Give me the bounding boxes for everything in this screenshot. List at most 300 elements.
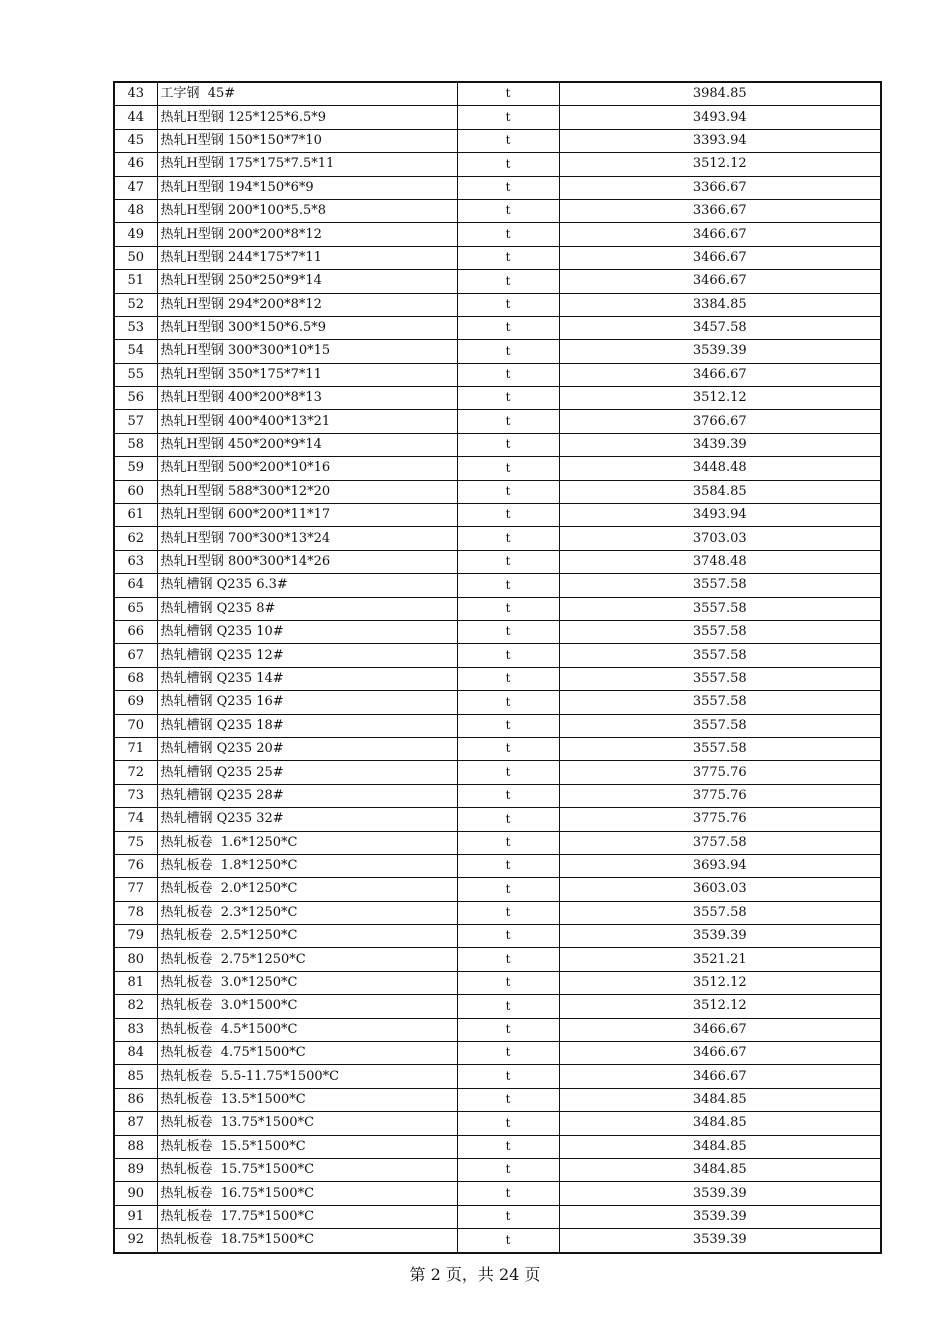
item-name: 热轧板卷 4.5*1500*C [157,1018,457,1041]
unit-cell [457,995,559,1018]
row-number: 77 [114,878,157,901]
row-number: 61 [114,504,157,527]
price-cell: 3775.76 [559,761,881,784]
unit-text: t [505,1232,511,1247]
unit-text: t [505,203,511,218]
row-number: 85 [114,1065,157,1088]
table-row [114,878,881,901]
unit-cell [457,1182,559,1205]
price-cell: 3484.85 [559,1112,881,1135]
row-number: 64 [114,574,157,597]
unit-cell [457,129,559,152]
table-row [114,1205,881,1228]
table-row [114,504,881,527]
item-name: 热轧槽钢 Q235 10# [157,620,457,643]
table-row [114,106,881,129]
row-number: 53 [114,316,157,339]
row-number: 92 [114,1229,157,1253]
unit-text: t [505,1185,511,1200]
item-name: 热轧H型钢 150*150*7*10 [157,129,457,152]
item-name: 热轧板卷 1.6*1250*C [157,831,457,854]
row-number: 46 [114,153,157,176]
item-name: 工字钢 45# [157,82,457,106]
item-name: 热轧H型钢 600*200*11*17 [157,504,457,527]
row-number: 52 [114,293,157,316]
price-table [113,81,882,1254]
price-cell: 3984.85 [559,82,881,106]
price-cell: 3457.58 [559,316,881,339]
table-row [114,550,881,573]
row-number: 72 [114,761,157,784]
price-cell: 3393.94 [559,129,881,152]
table-row [114,574,881,597]
unit-text: t [505,811,511,826]
row-number: 58 [114,433,157,456]
row-number: 44 [114,106,157,129]
unit-text: t [505,273,511,288]
table-row [114,808,881,831]
row-number: 90 [114,1182,157,1205]
unit-text: t [505,600,511,615]
price-cell: 3466.67 [559,1018,881,1041]
item-name: 热轧H型钢 400*400*13*21 [157,410,457,433]
row-number: 56 [114,387,157,410]
unit-cell [457,387,559,410]
row-number: 43 [114,82,157,106]
row-number: 57 [114,410,157,433]
price-cell: 3775.76 [559,808,881,831]
item-name: 热轧板卷 3.0*1500*C [157,995,457,1018]
table-row [114,737,881,760]
table-row [114,223,881,246]
unit-cell [457,457,559,480]
unit-text: t [505,905,511,920]
price-cell: 3539.39 [559,340,881,363]
unit-text: t [505,179,511,194]
item-name: 热轧板卷 3.0*1250*C [157,971,457,994]
unit-text: t [505,343,511,358]
row-number: 82 [114,995,157,1018]
table-row [114,1112,881,1135]
unit-text: t [505,624,511,639]
row-number: 55 [114,363,157,386]
table-row [114,714,881,737]
item-name: 热轧H型钢 800*300*14*26 [157,550,457,573]
item-name: 热轧H型钢 400*200*8*13 [157,387,457,410]
item-name: 热轧H型钢 194*150*6*9 [157,176,457,199]
table-row [114,363,881,386]
item-name: 热轧H型钢 588*300*12*20 [157,480,457,503]
price-cell: 3557.58 [559,574,881,597]
unit-text: t [505,86,511,101]
item-name: 热轧板卷 15.5*1500*C [157,1135,457,1158]
row-number: 65 [114,597,157,620]
price-cell: 3493.94 [559,106,881,129]
table-row [114,176,881,199]
table-row [114,1229,881,1253]
price-cell: 3466.67 [559,1042,881,1065]
item-name: 热轧槽钢 Q235 14# [157,667,457,690]
table-row [114,1088,881,1111]
price-cell: 3557.58 [559,901,881,924]
table-row [114,620,881,643]
item-name: 热轧槽钢 Q235 25# [157,761,457,784]
unit-cell [457,82,559,106]
table-row [114,995,881,1018]
unit-text: t [505,1068,511,1083]
unit-cell [457,691,559,714]
row-number: 60 [114,480,157,503]
table-row [114,831,881,854]
item-name: 热轧槽钢 Q235 8# [157,597,457,620]
unit-cell [457,223,559,246]
item-name: 热轧槽钢 Q235 12# [157,644,457,667]
price-cell: 3439.39 [559,433,881,456]
unit-text: t [505,226,511,241]
unit-cell [457,527,559,550]
item-name: 热轧H型钢 125*125*6.5*9 [157,106,457,129]
price-cell: 3466.67 [559,246,881,269]
unit-cell [457,270,559,293]
unit-text: t [505,320,511,335]
row-number: 81 [114,971,157,994]
unit-cell [457,1112,559,1135]
price-cell: 3557.58 [559,667,881,690]
price-cell: 3512.12 [559,387,881,410]
table-row [114,480,881,503]
unit-cell [457,784,559,807]
row-number: 59 [114,457,157,480]
item-name: 热轧板卷 2.3*1250*C [157,901,457,924]
item-name: 热轧H型钢 200*200*8*12 [157,223,457,246]
item-name: 热轧槽钢 Q235 16# [157,691,457,714]
table-row [114,1018,881,1041]
unit-text: t [505,530,511,545]
table-row [114,901,881,924]
row-number: 71 [114,737,157,760]
row-number: 73 [114,784,157,807]
unit-text: t [505,671,511,686]
unit-text: t [505,928,511,943]
unit-text: t [505,1022,511,1037]
unit-cell [457,550,559,573]
row-number: 70 [114,714,157,737]
row-number: 89 [114,1158,157,1181]
row-number: 87 [114,1112,157,1135]
item-name: 热轧板卷 2.0*1250*C [157,878,457,901]
item-name: 热轧槽钢 Q235 20# [157,737,457,760]
unit-text: t [505,109,511,124]
unit-text: t [505,554,511,569]
unit-text: t [505,367,511,382]
table-row [114,199,881,222]
unit-text: t [505,133,511,148]
table-row [114,527,881,550]
table-row [114,270,881,293]
item-name: 热轧板卷 2.75*1250*C [157,948,457,971]
unit-text: t [505,694,511,709]
row-number: 51 [114,270,157,293]
unit-cell [457,410,559,433]
unit-cell [457,153,559,176]
item-name: 热轧板卷 17.75*1500*C [157,1205,457,1228]
row-number: 69 [114,691,157,714]
unit-text: t [505,390,511,405]
row-number: 76 [114,854,157,877]
item-name: 热轧槽钢 Q235 28# [157,784,457,807]
table-row [114,644,881,667]
table-row [114,129,881,152]
item-name: 热轧板卷 13.5*1500*C [157,1088,457,1111]
unit-cell [457,1018,559,1041]
row-number: 78 [114,901,157,924]
price-table-body [114,82,881,1253]
table-row [114,457,881,480]
unit-cell [457,831,559,854]
table-row [114,925,881,948]
unit-cell [457,597,559,620]
table-row [114,1135,881,1158]
unit-text: t [505,951,511,966]
unit-text: t [505,296,511,311]
price-cell: 3466.67 [559,270,881,293]
item-name: 热轧H型钢 200*100*5.5*8 [157,199,457,222]
table-row [114,316,881,339]
table-row [114,153,881,176]
price-cell: 3466.67 [559,223,881,246]
price-cell: 3766.67 [559,410,881,433]
unit-cell [457,667,559,690]
row-number: 88 [114,1135,157,1158]
price-cell: 3693.94 [559,854,881,877]
price-cell: 3512.12 [559,153,881,176]
unit-cell [457,574,559,597]
row-number: 84 [114,1042,157,1065]
unit-text: t [505,834,511,849]
unit-text: t [505,881,511,896]
row-number: 66 [114,620,157,643]
row-number: 49 [114,223,157,246]
item-name: 热轧H型钢 244*175*7*11 [157,246,457,269]
unit-text: t [505,1115,511,1130]
table-row [114,1065,881,1088]
item-name: 热轧板卷 18.75*1500*C [157,1229,457,1253]
row-number: 48 [114,199,157,222]
table-row [114,691,881,714]
table-row [114,971,881,994]
price-cell: 3493.94 [559,504,881,527]
table-row [114,246,881,269]
table-row [114,1042,881,1065]
unit-text: t [505,437,511,452]
item-name: 热轧板卷 5.5-11.75*1500*C [157,1065,457,1088]
unit-cell [457,1088,559,1111]
unit-text: t [505,741,511,756]
price-cell: 3512.12 [559,995,881,1018]
item-name: 热轧H型钢 250*250*9*14 [157,270,457,293]
unit-text: t [505,1092,511,1107]
price-cell: 3484.85 [559,1135,881,1158]
row-number: 68 [114,667,157,690]
unit-cell [457,316,559,339]
price-cell: 3603.03 [559,878,881,901]
price-cell: 3521.21 [559,948,881,971]
table-row [114,784,881,807]
unit-cell [457,925,559,948]
unit-cell [457,1135,559,1158]
price-cell: 3557.58 [559,737,881,760]
table-row [114,410,881,433]
price-cell: 3466.67 [559,363,881,386]
unit-cell [457,1158,559,1181]
item-name: 热轧H型钢 300*150*6.5*9 [157,316,457,339]
unit-text: t [505,975,511,990]
unit-text: t [505,1209,511,1224]
table-row [114,82,881,106]
item-name: 热轧H型钢 300*300*10*15 [157,340,457,363]
unit-text: t [505,1045,511,1060]
unit-text: t [505,156,511,171]
unit-text: t [505,717,511,732]
item-name: 热轧H型钢 700*300*13*24 [157,527,457,550]
price-cell: 3539.39 [692,1232,747,1248]
table-row [114,1158,881,1181]
unit-cell [457,761,559,784]
item-name: 热轧槽钢 Q235 6.3# [157,574,457,597]
table-row [114,667,881,690]
price-cell: 3539.39 [559,925,881,948]
price-cell: 3557.58 [559,691,881,714]
row-number: 63 [114,550,157,573]
unit-cell [457,480,559,503]
table-row [114,293,881,316]
row-number: 47 [114,176,157,199]
price-cell: 3512.12 [559,971,881,994]
unit-cell [457,433,559,456]
price-cell: 3539.39 [559,1205,881,1228]
unit-text: t [505,858,511,873]
unit-cell [457,504,559,527]
price-cell: 3384.85 [559,293,881,316]
price-cell: 3484.85 [559,1158,881,1181]
row-number: 75 [114,831,157,854]
unit-cell [457,1229,559,1253]
unit-cell [457,714,559,737]
table-row [114,1182,881,1205]
item-name: 热轧H型钢 350*175*7*11 [157,363,457,386]
price-cell: 3557.58 [559,620,881,643]
item-name: 热轧板卷 15.75*1500*C [157,1158,457,1181]
unit-text: t [505,764,511,779]
unit-text: t [505,647,511,662]
row-number: 67 [114,644,157,667]
unit-text: t [505,484,511,499]
unit-cell [457,1205,559,1228]
unit-text: t [505,460,511,475]
table-row [114,340,881,363]
unit-text: t [505,413,511,428]
price-cell: 3557.58 [559,644,881,667]
item-name: 热轧H型钢 294*200*8*12 [157,293,457,316]
unit-text: t [505,998,511,1013]
item-name: 热轧板卷 2.5*1250*C [157,925,457,948]
table-row [114,387,881,410]
item-name: 热轧板卷 13.75*1500*C [157,1112,457,1135]
item-name: 热轧H型钢 175*175*7.5*11 [157,153,457,176]
unit-cell [457,878,559,901]
price-cell: 3448.48 [559,457,881,480]
item-name: 热轧板卷 4.75*1500*C [157,1042,457,1065]
price-cell: 3484.85 [559,1088,881,1111]
price-cell: 3466.67 [559,1065,881,1088]
unit-cell [457,176,559,199]
unit-text: t [505,1138,511,1153]
row-number: 54 [114,340,157,363]
table-row [114,761,881,784]
unit-cell [457,620,559,643]
unit-text: t [505,1162,511,1177]
item-name: 热轧槽钢 Q235 32# [157,808,457,831]
unit-cell [457,363,559,386]
price-cell: 3775.76 [559,784,881,807]
row-number: 62 [114,527,157,550]
row-number: 80 [114,948,157,971]
row-number: 45 [114,129,157,152]
table-row [114,597,881,620]
unit-text: t [505,507,511,522]
unit-cell [457,1065,559,1088]
unit-cell [457,854,559,877]
price-cell: 3539.39 [559,1182,881,1205]
unit-text: t [505,577,511,592]
page-footer: 第 2 页，共 24 页 [409,1265,541,1284]
price-cell: 3366.67 [559,199,881,222]
row-number: 79 [114,925,157,948]
price-cell: 3703.03 [559,527,881,550]
table-row [114,854,881,877]
item-name: 热轧H型钢 500*200*10*16 [157,457,457,480]
price-cell: 3748.48 [559,550,881,573]
item-name: 热轧槽钢 Q235 18# [157,714,457,737]
unit-cell [457,948,559,971]
unit-cell [457,340,559,363]
unit-cell [457,808,559,831]
unit-cell [457,246,559,269]
unit-cell [457,293,559,316]
price-cell: 3366.67 [559,176,881,199]
table-row [114,433,881,456]
unit-cell [457,644,559,667]
table-row [114,948,881,971]
unit-cell [457,106,559,129]
row-number: 86 [114,1088,157,1111]
item-name: 热轧板卷 1.8*1250*C [157,854,457,877]
unit-cell [457,199,559,222]
unit-text: t [505,250,511,265]
price-cell: 3584.85 [559,480,881,503]
unit-cell [457,901,559,924]
unit-cell [457,971,559,994]
unit-cell [457,1042,559,1065]
unit-text: t [505,788,511,803]
price-cell: 3557.58 [559,714,881,737]
item-name: 热轧H型钢 450*200*9*14 [157,433,457,456]
row-number: 50 [114,246,157,269]
item-name: 热轧板卷 16.75*1500*C [157,1182,457,1205]
price-cell: 3557.58 [559,597,881,620]
unit-cell [457,737,559,760]
price-cell: 3757.58 [559,831,881,854]
